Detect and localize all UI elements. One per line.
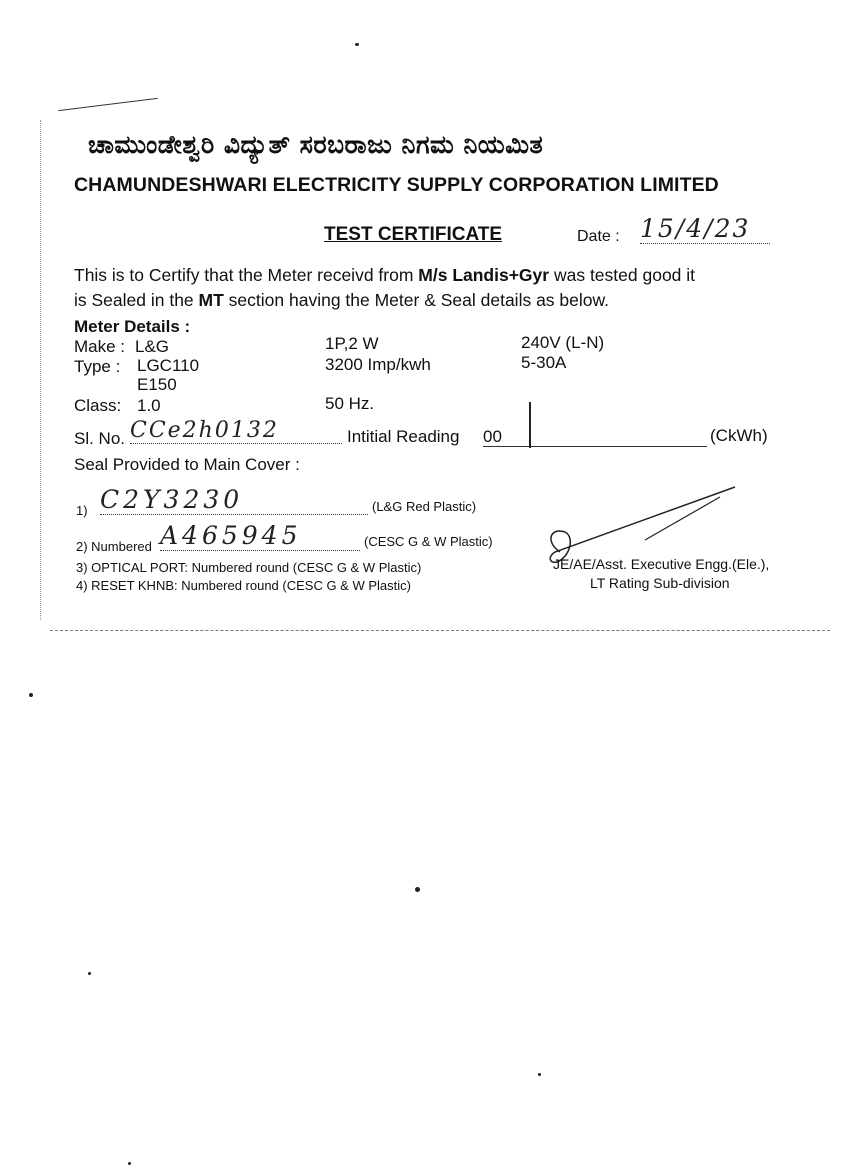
type-value-2: E150 xyxy=(137,375,177,394)
sealed-suffix: section having the Meter & Seal details as below. xyxy=(223,290,610,310)
reading-pen-stroke xyxy=(529,402,531,448)
type-value-1: LGC110 xyxy=(137,356,200,375)
top-stroke xyxy=(58,98,157,111)
seal-3: 3) OPTICAL PORT: Numbered round (CESC G & W Plastic) xyxy=(76,560,422,575)
seal-1-desc: (L&G Red Plastic) xyxy=(372,499,477,514)
reading-value: 00 xyxy=(483,427,502,446)
left-edge-marks xyxy=(40,120,41,620)
date-value: 15/4/23 xyxy=(640,214,770,244)
speck xyxy=(88,972,91,975)
meter-details-heading: Meter Details : xyxy=(74,317,191,336)
serial-value: CCe2h0132 xyxy=(130,418,342,444)
meter-constant: 3200 Imp/kwh xyxy=(325,355,431,374)
seal-4: 4) RESET KHNB: Numbered round (CESC G & W Plastic) xyxy=(76,578,411,593)
make-label: Make : xyxy=(74,337,126,356)
certify-line-1 xyxy=(74,265,695,286)
certify-prefix: This is to Certify that the Meter receivd from xyxy=(74,265,419,285)
seal-1-value: C2Y3230 xyxy=(100,485,368,515)
speck xyxy=(415,887,420,892)
speck xyxy=(29,693,33,697)
reading-label: Intitial Reading xyxy=(347,427,460,446)
date-label: Date : xyxy=(577,228,620,245)
certificate-heading: TEST CERTIFICATE xyxy=(324,224,503,245)
seal-2-num: 2) Numbered xyxy=(76,539,152,554)
seal-2-value: A465945 xyxy=(160,521,360,551)
speck xyxy=(538,1073,541,1076)
class-value: 1.0 xyxy=(137,396,161,415)
seals-heading: Seal Provided to Main Cover : xyxy=(74,455,300,474)
sealed-prefix: is Sealed in the xyxy=(74,290,199,310)
kannada-title: ಚಾಮುಂಡೇಶ್ವರಿ ವಿದ್ಯುತ್ ಸರಬರಾಜು ನಿಗಮ ನಿಯಮಿತ xyxy=(88,130,544,159)
english-title: CHAMUNDESHWARI ELECTRICITY SUPPLY CORPORATION LIMITED xyxy=(74,174,719,196)
seal-2-desc: (CESC G & W Plastic) xyxy=(364,534,493,549)
seal-1-num: 1) xyxy=(76,503,88,518)
class-label: Class: xyxy=(74,396,122,415)
meter-voltage: 240V (L-N) xyxy=(521,333,605,352)
make-value: L&G xyxy=(135,337,170,356)
signatory-line-2: LT Rating Sub-division xyxy=(590,575,730,591)
speck xyxy=(355,43,359,46)
company-name: M/s Landis+Gyr xyxy=(418,265,550,285)
meter-phase: 1P,2 W xyxy=(325,334,379,353)
certify-suffix: was tested good it xyxy=(549,265,696,285)
serial-label: Sl. No. xyxy=(74,429,126,448)
section-name: MT xyxy=(198,290,224,310)
meter-current: 5-30A xyxy=(521,353,567,372)
cut-line xyxy=(50,630,830,631)
speck xyxy=(128,1162,131,1165)
reading-line xyxy=(483,446,707,447)
type-label: Type : xyxy=(74,357,121,376)
reading-unit: (CkWh) xyxy=(710,426,768,445)
meter-frequency: 50 Hz. xyxy=(325,394,375,413)
signatory-line-1: JE/AE/Asst. Executive Engg.(Ele.), xyxy=(553,556,770,572)
certify-line-2 xyxy=(74,290,609,311)
